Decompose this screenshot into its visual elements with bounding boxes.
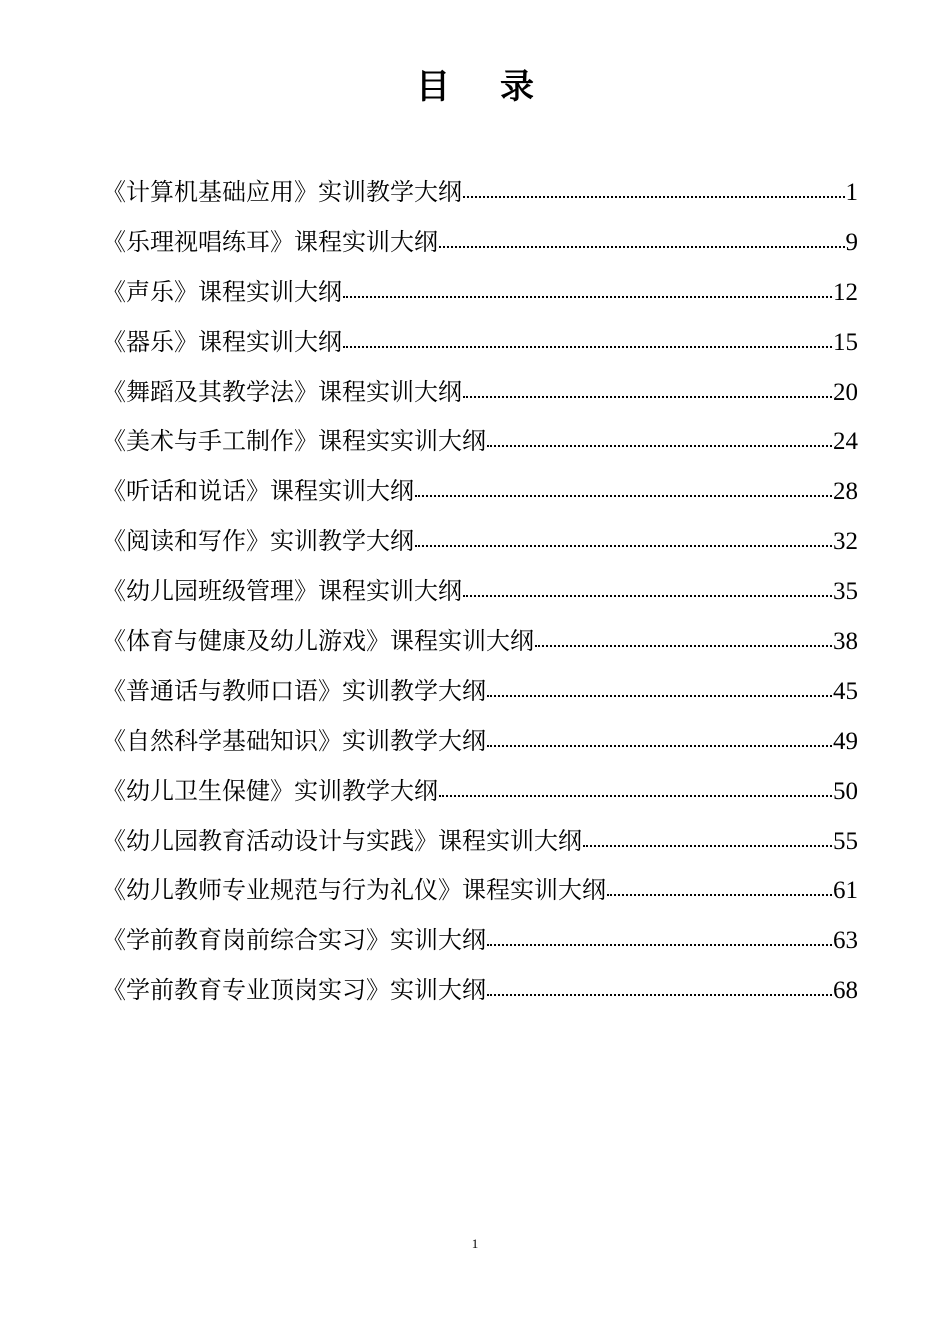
toc-entry-title: 《听话和说话》课程实训大纲 [102,477,414,506]
toc-entry[interactable] [102,218,858,268]
toc-entry[interactable] [102,168,858,218]
toc-entry[interactable] [102,866,858,916]
toc-dot-leader [487,943,832,946]
toc-entry-page: 50 [833,777,858,805]
toc-entry-page: 68 [833,977,858,1005]
table-of-contents [102,168,858,1016]
toc-entry-title: 《自然科学基础知识》实训教学大纲 [102,726,486,755]
toc-entry[interactable] [102,617,858,667]
toc-entry-title: 《幼儿园班级管理》课程实训大纲 [102,577,462,606]
toc-dot-leader [415,494,832,497]
toc-entry-title: 《器乐》课程实训大纲 [102,327,342,356]
toc-entry-page: 1 [845,179,858,206]
toc-entry-page: 61 [833,877,858,905]
toc-entry-title: 《幼儿卫生保健》实训教学大纲 [102,776,438,805]
toc-entry-page: 45 [833,677,858,705]
toc-entry-page: 55 [833,827,858,855]
toc-entry-page: 32 [833,528,858,556]
toc-entry[interactable] [102,567,858,617]
toc-dot-leader [463,195,845,198]
toc-entry-page: 12 [833,278,858,306]
toc-entry[interactable] [102,368,858,418]
toc-dot-leader [535,644,832,647]
toc-entry-page: 9 [845,228,858,256]
toc-entry[interactable] [102,268,858,318]
toc-entry[interactable] [102,767,858,817]
toc-entry[interactable] [102,916,858,966]
toc-dot-leader [343,295,832,298]
toc-entry-title: 《幼儿教师专业规范与行为礼仪》课程实训大纲 [102,876,606,905]
toc-dot-leader [439,245,845,248]
toc-dot-leader [487,744,832,747]
toc-entry-title: 《普通话与教师口语》实训教学大纲 [102,676,486,705]
toc-dot-leader [439,794,832,797]
toc-entry[interactable] [102,318,858,368]
toc-entry-title: 《舞蹈及其教学法》课程实训大纲 [102,377,462,406]
toc-entry[interactable] [102,817,858,867]
toc-entry-page: 24 [833,428,858,456]
toc-dot-leader [487,993,832,996]
toc-dot-leader [463,594,832,597]
toc-entry-title: 《美术与手工制作》课程实实训大纲 [102,427,486,456]
toc-entry[interactable] [102,667,858,717]
toc-entry[interactable] [102,966,858,1016]
toc-dot-leader [463,395,832,398]
toc-dot-leader [487,444,832,447]
toc-entry-page: 38 [833,628,858,656]
toc-entry[interactable] [102,717,858,767]
toc-entry-page: 20 [833,378,858,406]
toc-entry-title: 《声乐》课程实训大纲 [102,277,342,306]
toc-entry[interactable] [102,467,858,517]
toc-entry-title: 《学前教育岗前综合实习》实训大纲 [102,926,486,955]
toc-dot-leader [487,694,832,697]
toc-entry-page: 49 [833,727,858,755]
toc-entry-page: 28 [833,478,858,506]
toc-entry-title: 《体育与健康及幼儿游戏》课程实训大纲 [102,627,534,656]
toc-entry[interactable] [102,417,858,467]
toc-entry-title: 《计算机基础应用》实训教学大纲 [102,178,462,206]
toc-entry-title: 《阅读和写作》实训教学大纲 [102,527,414,556]
toc-dot-leader [415,544,832,547]
toc-entry[interactable] [102,517,858,567]
toc-entry-page: 15 [833,328,858,356]
toc-dot-leader [583,844,832,847]
toc-entry-page: 63 [833,927,858,955]
toc-dot-leader [607,893,832,896]
page-title: 目录 [416,67,584,107]
toc-entry-title: 《学前教育专业顶岗实习》实训大纲 [102,976,486,1005]
toc-entry-title: 《幼儿园教育活动设计与实践》课程实训大纲 [102,826,582,855]
page-number: 1 [471,1236,479,1251]
toc-dot-leader [343,345,832,348]
toc-entry-title: 《乐理视唱练耳》课程实训大纲 [102,227,438,256]
toc-entry-page: 35 [833,578,858,606]
